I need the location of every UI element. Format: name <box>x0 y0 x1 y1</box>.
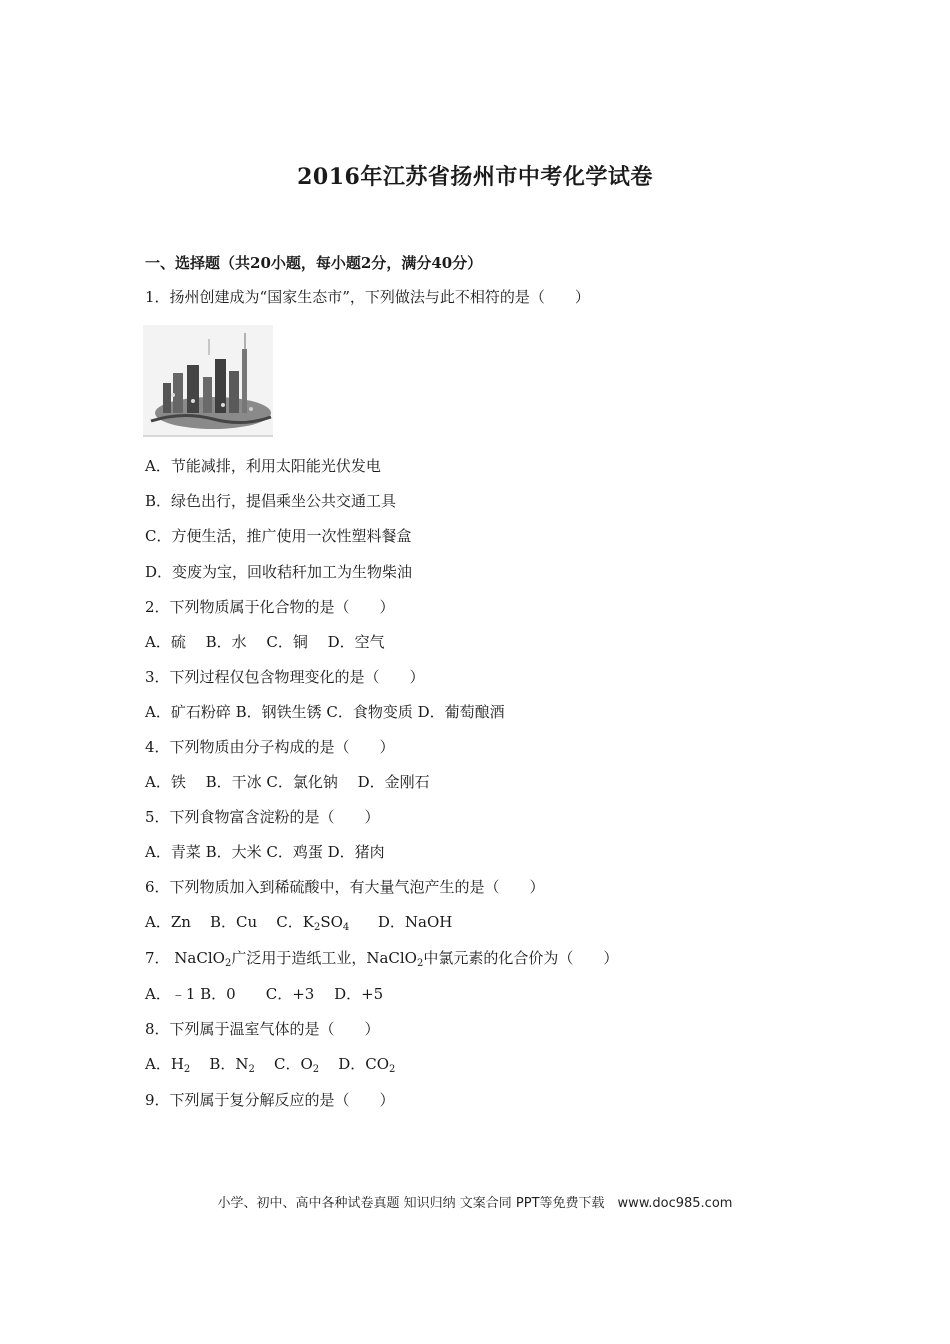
question-6-option-c: C．$K_2SO_4$ <box>276 913 350 933</box>
question-3-options: A．矿石粉碎 B．钢铁生锈 C．食物变质 D．葡萄酿酒 <box>145 703 505 721</box>
question-8-option-b: B．$N_2$ <box>209 1055 255 1075</box>
question-8-stem: 8．下列属于温室气体的是（ ） <box>145 1020 380 1038</box>
question-4-stem: 4．下列物质由分子构成的是（ ） <box>145 738 395 756</box>
question-7-options: A．﹣1 B．0 C．+3 D．+5 <box>145 985 384 1003</box>
question-8-option-a: A．$H_2$ <box>145 1055 191 1075</box>
city-illustration <box>143 325 273 437</box>
question-4-options: A．铁 B．干冰 C．氯化钠 D．金刚石 <box>145 773 430 791</box>
question-8-option-d: D．$CO_2$ <box>338 1055 396 1075</box>
question-6-option-d: D．NaOH <box>377 913 453 931</box>
question-8-option-c: C．$O_2$ <box>273 1055 320 1075</box>
question-6-option-b: B．Cu <box>210 913 258 931</box>
question-6-option-a: A．Zn <box>145 913 191 931</box>
footer-ad: 小学、初中、高中各种试卷真题 知识归纳 文案合同 PPT等免费下载 www.doc985.com <box>217 1196 733 1211</box>
question-2-options: A．硫 B．水 C．铜 D．空气 <box>145 633 385 651</box>
question-5-options: A．青菜 B．大米 C．鸡蛋 D．猪肉 <box>145 843 385 861</box>
question-1-option-d: D．变废为宝，回收秸秆加工为生物柴油 <box>145 563 413 581</box>
question-2-stem: 2．下列物质属于化合物的是（ ） <box>145 598 395 616</box>
question-9-stem: 9．下列属于复分解反应的是（ ） <box>145 1091 395 1109</box>
question-1-option-a: A．节能减排，利用太阳能光伏发电 <box>145 457 381 475</box>
question-8-options <box>145 1054 395 1080</box>
question-3-stem: 3．下列过程仅包含物理变化的是（ ） <box>145 668 425 686</box>
question-1-stem: 1．扬州创建成为“国家生态市”，下列做法与此不相符的是（ ） <box>145 288 590 306</box>
question-1-option-c: C．方便生活，推广使用一次性塑料餐盒 <box>145 527 412 545</box>
section-heading: 一、选择题（共20小题，每小题2分，满分40分） <box>145 254 483 272</box>
question-6-options <box>145 912 452 938</box>
question-7-stem: 7． NaClO$_2$广泛用于造纸工业，NaClO$_2$中氯元素的化合价为（ ） <box>145 949 619 969</box>
question-6-stem: 6．下列物质加入到稀硫酸中，有大量气泡产生的是（ ） <box>145 878 545 896</box>
question-5-stem: 5．下列食物富含淀粉的是（ ） <box>145 808 380 826</box>
page-title: 2016年江苏省扬州市中考化学试卷 <box>297 164 653 190</box>
question-1-option-b: B．绿色出行，提倡乘坐公共交通工具 <box>145 492 397 510</box>
